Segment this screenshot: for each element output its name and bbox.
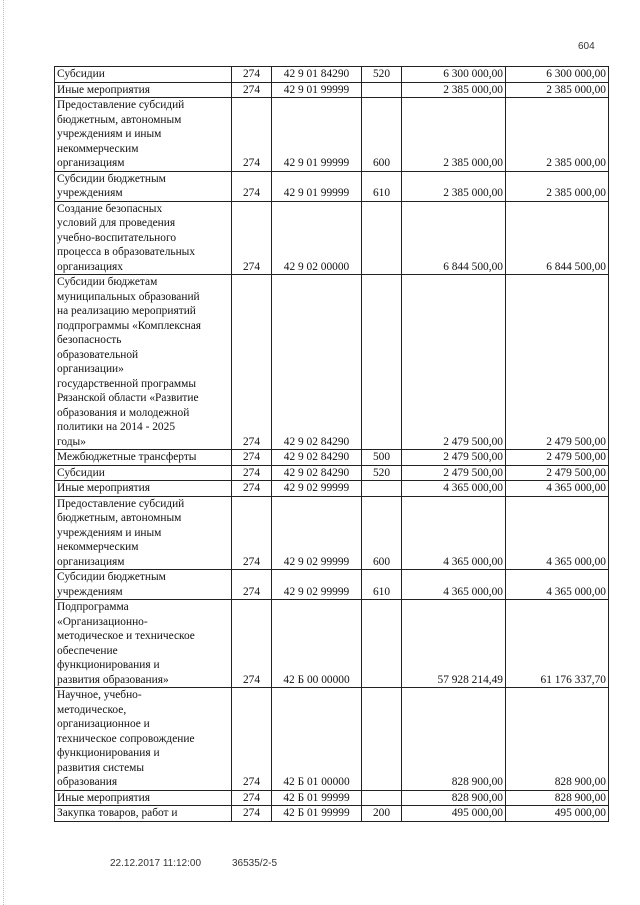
row-vr-cell: 610 bbox=[362, 570, 402, 600]
row-sum-2018-cell: 4 365 000,00 bbox=[402, 496, 506, 570]
row-csr-cell: 42 9 01 99999 bbox=[272, 98, 362, 172]
row-code-cell: 274 bbox=[232, 806, 272, 822]
row-csr-cell: 42 9 01 99999 bbox=[272, 171, 362, 201]
row-name-cell: Иные мероприятия bbox=[55, 82, 232, 98]
row-name-cell: Иные мероприятия bbox=[55, 481, 232, 497]
row-csr-cell: 42 Б 01 99999 bbox=[272, 790, 362, 806]
row-vr-cell bbox=[362, 275, 402, 450]
table-row bbox=[55, 171, 609, 201]
table-row bbox=[55, 82, 609, 98]
row-name-cell: Иные мероприятия bbox=[55, 790, 232, 806]
row-vr-cell: 600 bbox=[362, 496, 402, 570]
row-code-cell: 274 bbox=[232, 171, 272, 201]
row-name-cell: Субсидии bbox=[55, 67, 232, 83]
row-name-cell: Субсидии бюджетам муниципальных образований на реализацию мероприятий подпрограммы «Комплексная безопасность образовательной организации» государственной программы Рязанской области «Развитие образования и молодежной политики на 2014 - 2025 годы» bbox=[55, 275, 232, 450]
table-row bbox=[55, 450, 609, 466]
row-code-cell: 274 bbox=[232, 465, 272, 481]
row-csr-cell: 42 9 02 84290 bbox=[272, 275, 362, 450]
row-code-cell: 274 bbox=[232, 600, 272, 688]
row-csr-cell: 42 9 01 84290 bbox=[272, 67, 362, 83]
row-sum-2019-cell: 4 365 000,00 bbox=[506, 496, 609, 570]
row-sum-2019-cell: 61 176 337,70 bbox=[506, 600, 609, 688]
table-row bbox=[55, 806, 609, 822]
row-vr-cell: 600 bbox=[362, 98, 402, 172]
row-csr-cell: 42 9 02 99999 bbox=[272, 481, 362, 497]
row-sum-2019-cell: 828 900,00 bbox=[506, 790, 609, 806]
row-code-cell: 274 bbox=[232, 481, 272, 497]
row-csr-cell: 42 Б 01 00000 bbox=[272, 688, 362, 791]
row-sum-2018-cell: 4 365 000,00 bbox=[402, 481, 506, 497]
row-sum-2019-cell: 2 385 000,00 bbox=[506, 98, 609, 172]
table-row bbox=[55, 570, 609, 600]
row-name-cell: Научное, учебно- методическое, организационное и техническое сопровождение функционирования и развития системы образования bbox=[55, 688, 232, 791]
row-sum-2018-cell: 2 385 000,00 bbox=[402, 98, 506, 172]
table-row bbox=[55, 790, 609, 806]
row-vr-cell: 500 bbox=[362, 450, 402, 466]
table-row bbox=[55, 98, 609, 172]
row-csr-cell: 42 9 01 99999 bbox=[272, 82, 362, 98]
row-name-cell: Субсидии bbox=[55, 465, 232, 481]
footer-timestamp: 22.12.2017 11:12:00 bbox=[110, 858, 202, 869]
row-sum-2018-cell: 2 479 500,00 bbox=[402, 465, 506, 481]
row-sum-2019-cell: 4 365 000,00 bbox=[506, 481, 609, 497]
row-vr-cell bbox=[362, 201, 402, 275]
row-vr-cell: 610 bbox=[362, 171, 402, 201]
row-sum-2018-cell: 2 385 000,00 bbox=[402, 82, 506, 98]
row-sum-2018-cell: 495 000,00 bbox=[402, 806, 506, 822]
row-name-cell: Субсидии бюджетным учреждениям bbox=[55, 570, 232, 600]
table-row bbox=[55, 201, 609, 275]
row-sum-2018-cell: 6 300 000,00 bbox=[402, 67, 506, 83]
row-code-cell: 274 bbox=[232, 82, 272, 98]
row-name-cell: Предоставление субсидий бюджетным, автономным учреждениям и иным некоммерческим организациям bbox=[55, 98, 232, 172]
row-code-cell: 274 bbox=[232, 688, 272, 791]
row-name-cell: Предоставление субсидий бюджетным, автономным учреждениям и иным некоммерческим организациям bbox=[55, 496, 232, 570]
budget-table bbox=[54, 66, 609, 822]
row-sum-2018-cell: 828 900,00 bbox=[402, 688, 506, 791]
row-sum-2018-cell: 2 479 500,00 bbox=[402, 450, 506, 466]
row-csr-cell: 42 Б 00 00000 bbox=[272, 600, 362, 688]
row-code-cell: 274 bbox=[232, 275, 272, 450]
row-code-cell: 274 bbox=[232, 450, 272, 466]
row-vr-cell bbox=[362, 82, 402, 98]
row-sum-2018-cell: 6 844 500,00 bbox=[402, 201, 506, 275]
row-sum-2019-cell: 6 844 500,00 bbox=[506, 201, 609, 275]
row-name-cell: Подпрограмма «Организационно- методическое и техническое обеспечение функционирования и развития образования» bbox=[55, 600, 232, 688]
row-code-cell: 274 bbox=[232, 67, 272, 83]
row-code-cell: 274 bbox=[232, 201, 272, 275]
row-csr-cell: 42 9 02 84290 bbox=[272, 450, 362, 466]
row-sum-2019-cell: 2 479 500,00 bbox=[506, 465, 609, 481]
page-number: 604 bbox=[578, 41, 595, 52]
row-sum-2018-cell: 2 479 500,00 bbox=[402, 275, 506, 450]
row-sum-2018-cell: 2 385 000,00 bbox=[402, 171, 506, 201]
row-sum-2019-cell: 828 900,00 bbox=[506, 688, 609, 791]
row-sum-2019-cell: 2 479 500,00 bbox=[506, 275, 609, 450]
row-sum-2019-cell: 4 365 000,00 bbox=[506, 570, 609, 600]
row-sum-2019-cell: 2 479 500,00 bbox=[506, 450, 609, 466]
row-sum-2018-cell: 57 928 214,49 bbox=[402, 600, 506, 688]
row-code-cell: 274 bbox=[232, 98, 272, 172]
table-row bbox=[55, 688, 609, 791]
row-sum-2019-cell: 495 000,00 bbox=[506, 806, 609, 822]
table-row bbox=[55, 67, 609, 83]
row-sum-2018-cell: 4 365 000,00 bbox=[402, 570, 506, 600]
table-row bbox=[55, 275, 609, 450]
row-vr-cell: 520 bbox=[362, 465, 402, 481]
row-vr-cell: 520 bbox=[362, 67, 402, 83]
row-sum-2019-cell: 2 385 000,00 bbox=[506, 171, 609, 201]
row-vr-cell bbox=[362, 790, 402, 806]
row-vr-cell bbox=[362, 688, 402, 791]
table-row bbox=[55, 481, 609, 497]
footer-doc-id: 36535/2-5 bbox=[232, 858, 278, 869]
row-csr-cell: 42 9 02 99999 bbox=[272, 496, 362, 570]
row-vr-cell bbox=[362, 600, 402, 688]
row-csr-cell: 42 Б 01 99999 bbox=[272, 806, 362, 822]
table-row bbox=[55, 465, 609, 481]
row-code-cell: 274 bbox=[232, 790, 272, 806]
row-csr-cell: 42 9 02 00000 bbox=[272, 201, 362, 275]
row-name-cell: Субсидии бюджетным учреждениям bbox=[55, 171, 232, 201]
row-name-cell: Создание безопасных условий для проведения учебно-воспитательного процесса в образовательных организациях bbox=[55, 201, 232, 275]
row-sum-2019-cell: 6 300 000,00 bbox=[506, 67, 609, 83]
row-csr-cell: 42 9 02 99999 bbox=[272, 570, 362, 600]
row-csr-cell: 42 9 02 84290 bbox=[272, 465, 362, 481]
row-vr-cell: 200 bbox=[362, 806, 402, 822]
row-sum-2018-cell: 828 900,00 bbox=[402, 790, 506, 806]
budget-table-body bbox=[55, 67, 609, 822]
table-row bbox=[55, 600, 609, 688]
table-row bbox=[55, 496, 609, 570]
row-name-cell: Межбюджетные трансферты bbox=[55, 450, 232, 466]
row-sum-2019-cell: 2 385 000,00 bbox=[506, 82, 609, 98]
row-vr-cell bbox=[362, 481, 402, 497]
row-code-cell: 274 bbox=[232, 570, 272, 600]
scan-margin-line bbox=[3, 0, 4, 905]
row-code-cell: 274 bbox=[232, 496, 272, 570]
row-name-cell: Закупка товаров, работ и bbox=[55, 806, 232, 822]
